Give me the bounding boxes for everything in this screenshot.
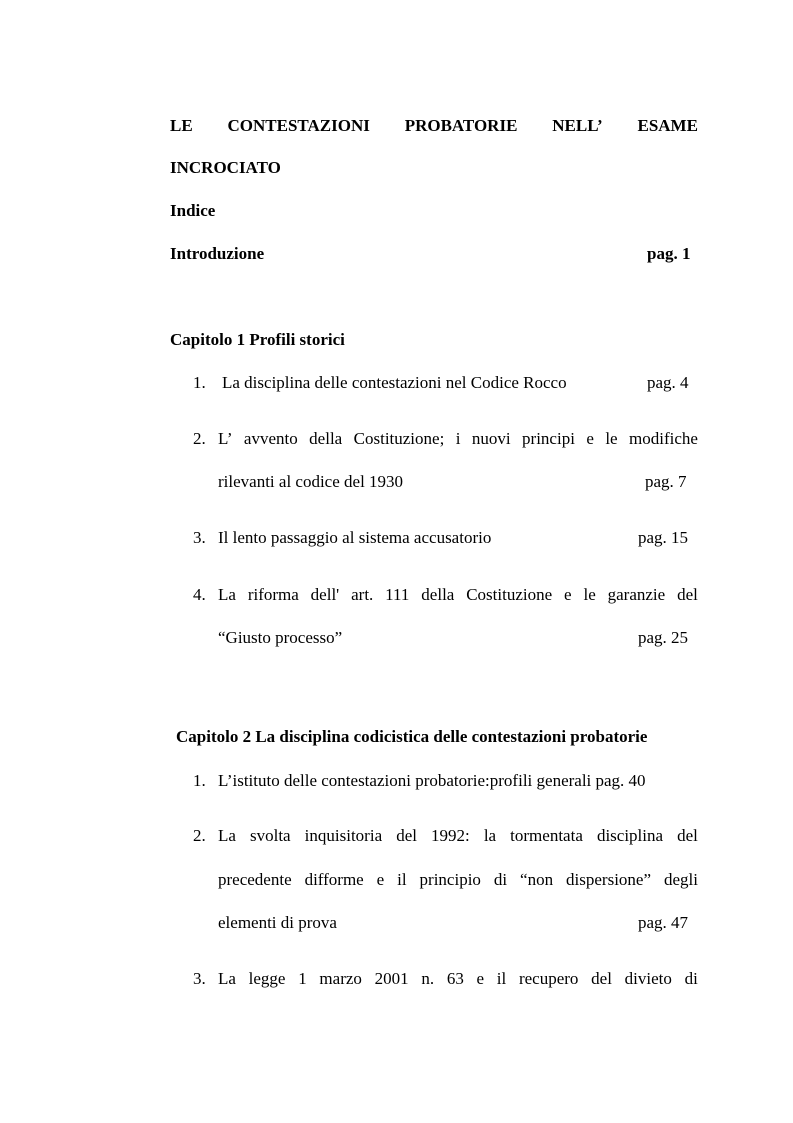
word: le <box>583 585 596 604</box>
word: legge <box>248 969 286 988</box>
chapter1-item2-line2: rilevanti al codice del 1930 <box>218 472 404 491</box>
word: e <box>564 585 572 604</box>
word: della <box>309 429 343 448</box>
indice-heading: Indice <box>170 201 216 220</box>
word: La <box>218 826 236 845</box>
chapter1-item4-line2: “Giusto processo” <box>218 628 343 647</box>
word: il <box>397 870 407 889</box>
chapter1-item3-page: pag. 15 <box>638 528 689 547</box>
word: la <box>483 826 497 845</box>
word: divieto <box>624 969 672 988</box>
chapter1-item1-number: 1. <box>193 373 206 392</box>
word: e <box>476 969 485 988</box>
chapter2-item2-number: 2. <box>193 826 206 845</box>
chapter1-item1-page: pag. 4 <box>647 373 689 392</box>
word: degli <box>663 870 698 889</box>
word: La <box>218 969 236 988</box>
chapter1-item4-number: 4. <box>193 585 206 604</box>
word: di <box>684 969 698 988</box>
title-word: CONTESTAZIONI <box>227 116 370 135</box>
word: garanzie <box>607 585 666 604</box>
word: dell' <box>310 585 340 604</box>
introduzione-label: Introduzione <box>170 244 265 263</box>
word: recupero <box>518 969 579 988</box>
chapter2-item1-number: 1. <box>193 771 206 790</box>
word: principio <box>419 870 481 889</box>
chapter2-item2-page: pag. 47 <box>638 913 689 932</box>
chapter1-item1-text: La disciplina delle contestazioni nel Codice Rocco <box>222 373 567 392</box>
chapter2-item2-line3: elementi di prova <box>218 913 337 932</box>
chapter1-item2-line1 <box>218 429 698 449</box>
word: del <box>677 585 698 604</box>
word: art. <box>351 585 374 604</box>
word: n. <box>421 969 435 988</box>
word: L’ <box>218 429 233 448</box>
title-word: ESAME <box>637 116 698 135</box>
word: il <box>496 969 507 988</box>
word: della <box>421 585 455 604</box>
word: 2001 <box>374 969 409 988</box>
word: “non <box>520 870 554 889</box>
chapter2-item3-line1 <box>218 969 698 989</box>
word: avvento <box>243 429 298 448</box>
chapter1-heading: Capitolo 1 Profili storici <box>170 330 345 349</box>
chapter2-item3-number: 3. <box>193 969 206 988</box>
word: del <box>591 969 612 988</box>
word: modifiche <box>629 429 698 448</box>
chapter1-item4-line1 <box>218 585 698 605</box>
word: e <box>376 870 385 889</box>
chapter1-item3-number: 3. <box>193 528 206 547</box>
document-title-line1 <box>170 116 698 136</box>
word: nuovi <box>471 429 511 448</box>
chapter2-item2-line2 <box>218 870 698 890</box>
chapter1-item4-page: pag. 25 <box>638 628 689 647</box>
document-title-line2: INCROCIATO <box>170 158 281 177</box>
title-word: PROBATORIE <box>404 116 518 135</box>
word: Costituzione; <box>353 429 445 448</box>
word: i <box>455 429 461 448</box>
word: Costituzione <box>466 585 553 604</box>
introduzione-page: pag. 1 <box>647 244 691 263</box>
word: di <box>493 870 508 889</box>
word: le <box>605 429 618 448</box>
word: 63 <box>446 969 464 988</box>
chapter2-heading: Capitolo 2 La disciplina codicistica delle contestazioni probatorie <box>176 727 648 746</box>
word: 1992: <box>431 826 470 845</box>
word: La <box>218 585 236 604</box>
word: del <box>396 826 417 845</box>
chapter1-item2-page: pag. 7 <box>645 472 687 491</box>
word: riforma <box>247 585 299 604</box>
word: 1 <box>298 969 307 988</box>
word: dispersione” <box>566 870 652 889</box>
word: del <box>677 826 698 845</box>
word: 111 <box>385 585 410 604</box>
word: difforme <box>304 870 364 889</box>
word: svolta <box>250 826 291 845</box>
chapter2-item2-line1 <box>218 826 698 846</box>
chapter2-item1-text: L’istituto delle contestazioni probatorie:profili generali pag. 40 <box>218 771 646 790</box>
word: e <box>586 429 594 448</box>
chapter1-item3-text: Il lento passaggio al sistema accusatorio <box>218 528 492 547</box>
word: precedente <box>218 870 292 889</box>
word: tormentata <box>510 826 583 845</box>
word: inquisitoria <box>304 826 383 845</box>
word: disciplina <box>596 826 664 845</box>
title-word: NELL’ <box>552 116 603 135</box>
title-word: LE <box>170 116 193 135</box>
chapter1-item2-number: 2. <box>193 429 206 448</box>
word: principi <box>522 429 575 448</box>
word: marzo <box>319 969 362 988</box>
